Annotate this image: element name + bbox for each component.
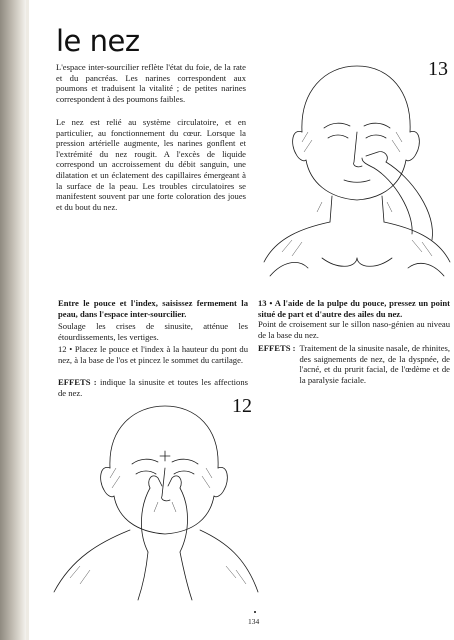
page-edge (26, 0, 29, 640)
effects-text: Traitement de la sinusite nasale, de rhinites, des saignements de nez, de la dyspnée, de l'acné, et du prurit facial, de l'œdème et de la paralysie faciale. (299, 343, 451, 385)
book-binding-shadow (0, 0, 26, 640)
page-number: 134 (248, 617, 260, 626)
section-12-step: 12 • Placez le pouce et l'index à la hauteur du pont du nez, à la base de l'os et pincez le sommet du cartilage. (58, 344, 248, 365)
section-13-detail: Point de croisement sur le sillon naso-génien au niveau de la base du nez. (258, 319, 450, 340)
section-13-effects (258, 343, 450, 385)
illustration-13-head-thumb-nose (262, 62, 452, 292)
page-number-dot (254, 611, 256, 613)
section-12-lead: Entre le pouce et l'index, saisissez fermement la peau, dans l'espace inter-sourcilier. (58, 298, 248, 319)
section-13-step: 13 • A l'aide de la pulpe du pouce, pressez un point situé de part et d'autre des ailes du nez. (258, 298, 450, 319)
intro-paragraph-1: L'espace inter-sourcilier reflète l'état du foie, de la rate et du pancréas. Les narines correspondent aux poumons et traduisent la vitalité ; de petites narines correspondent à des poumons faibles. (56, 62, 246, 104)
figure-13-number: 13 (428, 58, 448, 80)
illustration-12-head-pinch-nose (50, 402, 260, 602)
section-12-relief: Soulage les crises de sinusite, atténue les étourdissements, les vertiges. (58, 321, 248, 342)
effects-label: EFFETS : (58, 377, 97, 387)
intro-paragraph-2: Le nez est relié au système circulatoire, et en particulier, au fonctionnement du cœur. Lorsque la pression artérielle augmente, les narines gonflent et l'extrémité du nez rougit. A l'excès de liquide correspond un accroissement du débit sanguin, une dilatation et un éclatement des capillaires émergeant à la surface de la peau. Les troubles circulatoires se manifestent souvent par une forte coloration des joues et du bout du nez. (56, 117, 246, 212)
section-12-effects (58, 377, 248, 398)
effects-text: indique la sinusite et toutes les affections de nez. (58, 377, 248, 398)
figure-12-number: 12 (232, 395, 252, 417)
page-title: le nez (56, 24, 140, 58)
effects-label: EFFETS : (258, 343, 296, 353)
